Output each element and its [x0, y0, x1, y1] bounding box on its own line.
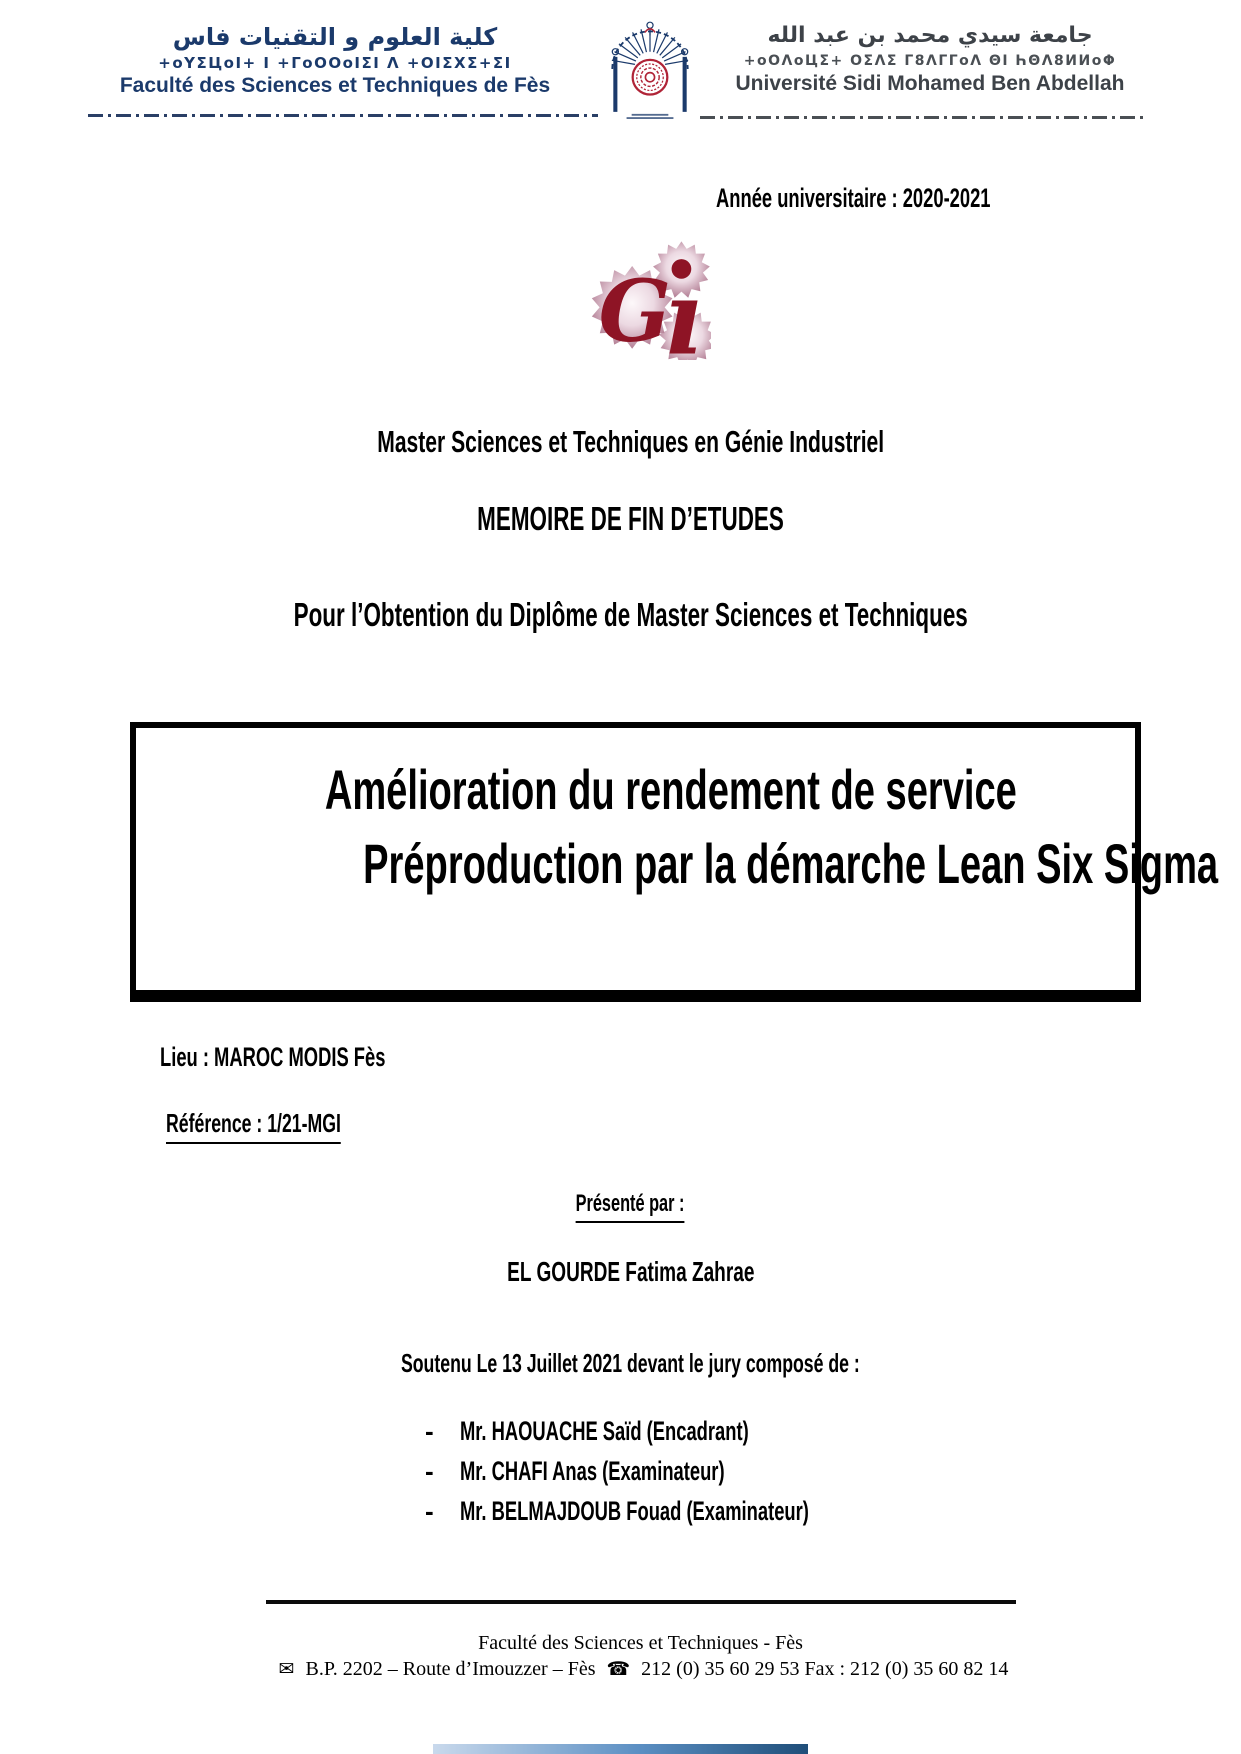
jury-member-name: Mr. BELMAJDOUB Fouad (Examinateur)	[460, 1496, 809, 1526]
jury-member-name: Mr. CHAFI Anas (Examinateur)	[460, 1456, 725, 1486]
envelope-icon: ✉	[278, 1658, 295, 1680]
list-dash: -	[425, 1496, 434, 1526]
thesis-title-line2: Préproduction par la démarche Lean Six Sigma	[363, 832, 1219, 895]
faculty-name-arabic: كلية العلوم و التقنيات فاس	[172, 23, 498, 51]
bottom-gradient-bar	[433, 1744, 808, 1754]
diploma-purpose: Pour l’Obtention du Diplôme de Master Sciences et Techniques	[293, 596, 968, 633]
footer-institution: Faculté des Sciences et Techniques - Fès	[478, 1632, 803, 1654]
footer-address: B.P. 2202 – Route d’Imouzzer – Fès	[305, 1658, 596, 1680]
presented-by-label: Présenté par :	[20, 1190, 1241, 1223]
university-name-arabic: جامعة سيدي محمد بن عبد الله	[767, 23, 1093, 48]
university-emblem-logo	[609, 12, 691, 120]
jury-list	[0, 1416, 1241, 1536]
telephone-icon: ☎	[606, 1658, 631, 1680]
university-name-tifinagh: +oOΛoЦΣ+ OΣΛΣ Γ8ΛΓΓoΛ ΘI ҺΘΛ8ИИoΦ	[743, 53, 1117, 69]
footer-phone: 212 (0) 35 60 29 53	[641, 1658, 800, 1680]
internship-location: Lieu : MAROC MODIS Fès	[160, 1042, 386, 1072]
faculty-header-block	[70, 22, 600, 98]
program-name: Master Sciences et Techniques en Génie Industriel	[377, 424, 884, 459]
genie-industriel-gears-logo	[573, 236, 711, 360]
list-dash: -	[425, 1456, 434, 1486]
academic-year: Année universitaire : 2020-2021	[716, 183, 991, 213]
gi-letter-i: ı	[663, 258, 703, 360]
author-name: EL GOURDE Fatima Zahrae	[506, 1256, 755, 1287]
university-header-block	[705, 22, 1155, 96]
thesis-title-box	[130, 722, 1219, 1002]
gi-letter-g: G	[598, 260, 672, 360]
jury-member-row	[0, 1456, 1241, 1496]
jury-member-name: Mr. HAOUACHE Saïd (Encadrant)	[460, 1416, 749, 1446]
header-dashdot-rule-right	[700, 116, 1145, 119]
header-dashdot-rule-left	[88, 114, 598, 117]
faculty-name-tifinagh: +oYΣЦoI+ I +ΓoOOoIΣI Λ +OIΣXΣ+ΣI	[158, 54, 512, 72]
thesis-title-line1: Amélioration du rendement de service	[324, 758, 1017, 821]
document-type: MEMOIRE DE FIN D’ETUDES	[477, 500, 784, 537]
footer-fax: Fax : 212 (0) 35 60 82 14	[804, 1658, 1009, 1680]
footer-divider-rule	[266, 1600, 1016, 1604]
defense-date-line: Soutenu Le 13 Juillet 2021 devant le jury composé de :	[401, 1348, 860, 1378]
footer-contact-line	[40, 1658, 1241, 1681]
university-name-french: Université Sidi Mohamed Ben Abdellah	[735, 72, 1125, 95]
list-dash: -	[425, 1416, 434, 1446]
jury-member-row	[0, 1416, 1241, 1456]
faculty-name-french: Faculté des Sciences et Techniques de Fès	[119, 74, 551, 97]
jury-member-row	[0, 1496, 1241, 1536]
thesis-reference: Référence : 1/21-MGI	[166, 1108, 423, 1144]
